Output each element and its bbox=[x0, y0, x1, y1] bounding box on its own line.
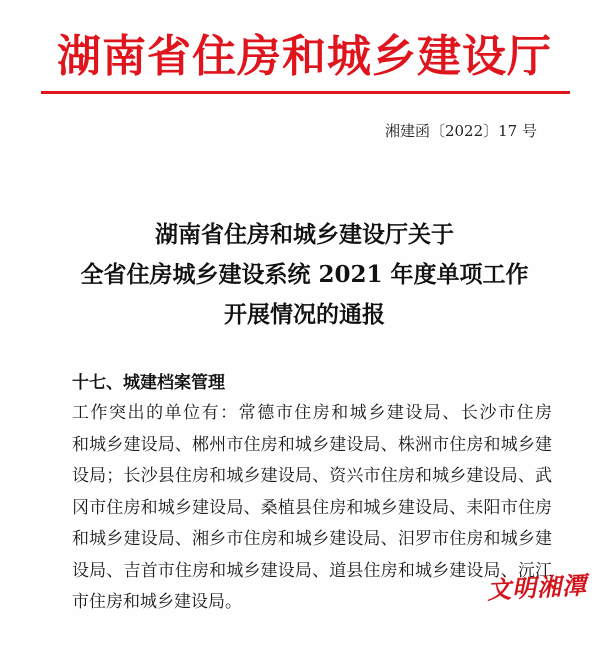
body-line-4: 冈市住房和城乡建设局、桑植县住房和城乡建设局、耒阳市住房 bbox=[72, 497, 552, 518]
section-body bbox=[72, 398, 552, 619]
body-line-5: 和城乡建设局、湘乡市住房和城乡建设局、汨罗市住房和城乡建 bbox=[72, 529, 552, 549]
watermark-logo: 文明湘潭 bbox=[486, 570, 588, 605]
title-line-3: 开展情况的通报 bbox=[224, 301, 385, 328]
letterhead-red-rule bbox=[41, 91, 570, 94]
body-line-1: 工作突出的单位有：常德市住房和城乡建设局、长沙市住房 bbox=[72, 403, 552, 423]
section-heading: 十七、城建档案管理 bbox=[72, 373, 225, 393]
title-line-2: 全省住房城乡建设系统 2021 年度单项工作 bbox=[80, 261, 529, 288]
title-line-1: 湖南省住房和城乡建设厅关于 bbox=[155, 221, 454, 248]
body-line-2: 和城乡建设局、郴州市住房和城乡建设局、株洲市住房和城乡建 bbox=[72, 434, 552, 455]
document-title bbox=[0, 215, 609, 335]
body-line-3: 设局；长沙县住房和城乡建设局、资兴市住房和城乡建设局、武 bbox=[72, 466, 552, 486]
body-line-6: 设局、吉首市住房和城乡建设局、道县住房和城乡建设局、沅江 bbox=[72, 560, 552, 581]
letterhead-title: 湖南省住房和城乡建设厅 bbox=[57, 31, 552, 82]
body-line-7: 市住房和城乡建设局。 bbox=[72, 592, 242, 612]
document-number: 湘建函〔2022〕17 号 bbox=[384, 122, 537, 140]
